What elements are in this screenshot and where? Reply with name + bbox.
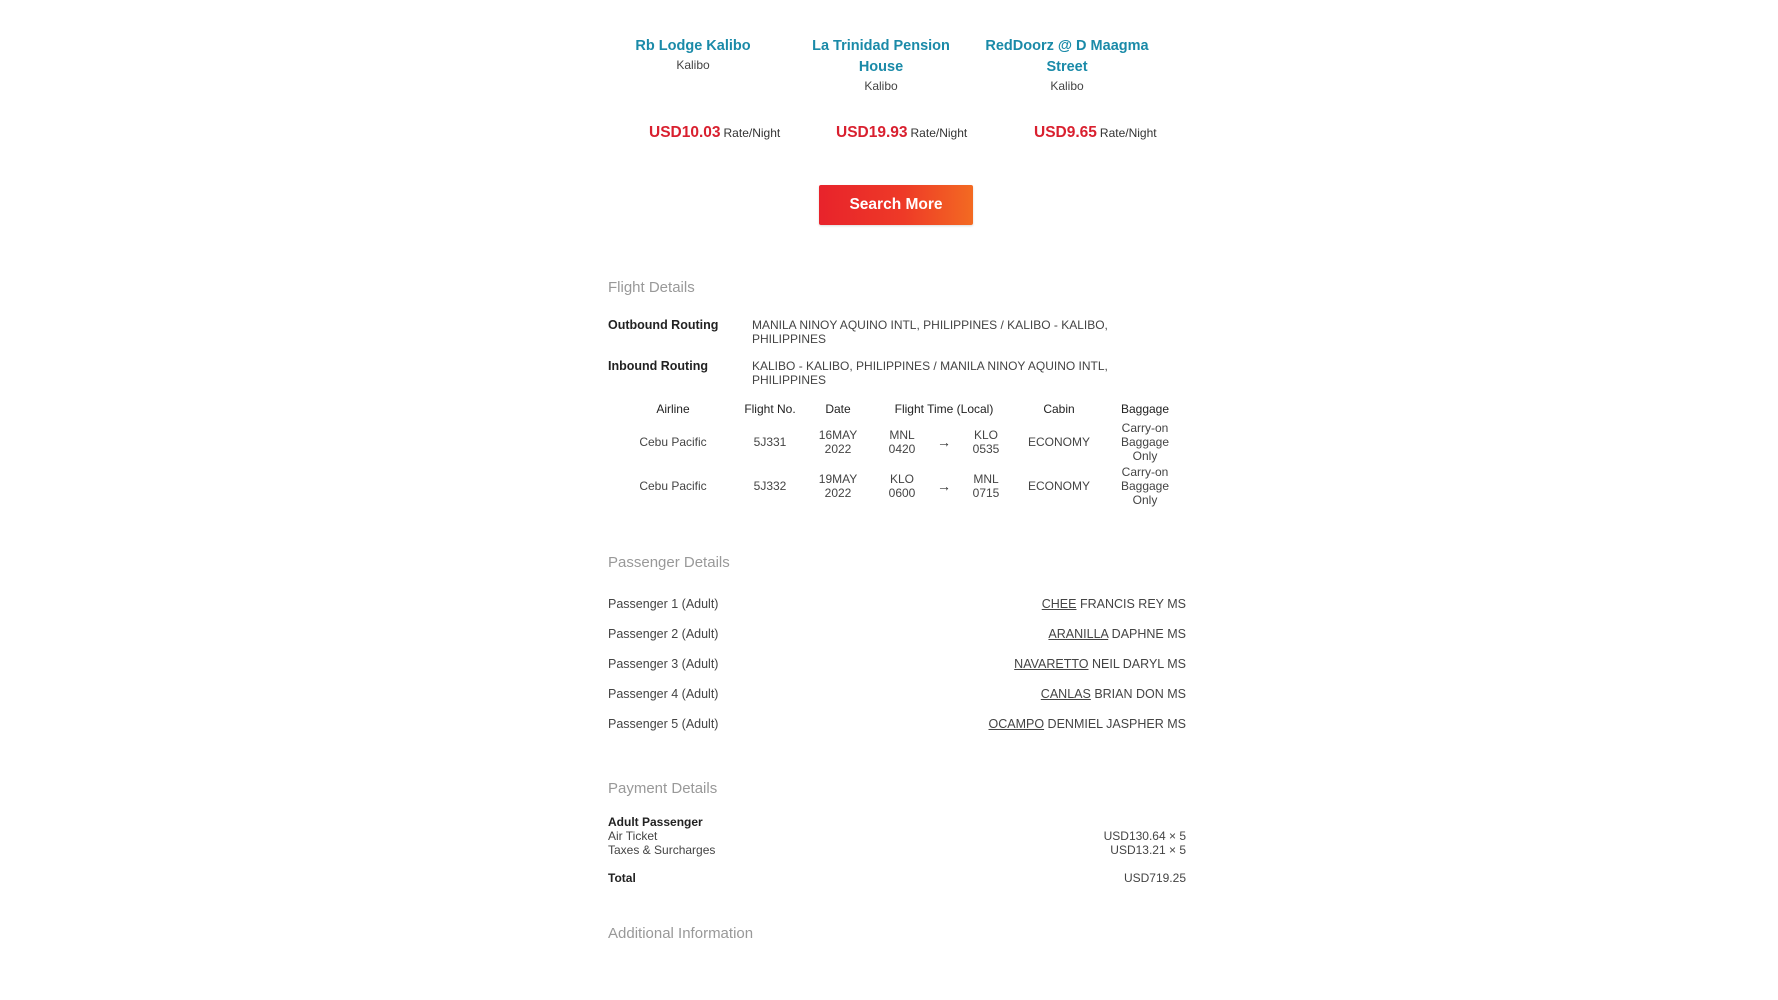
content-column xyxy=(608,0,1186,942)
hotel-name-link[interactable]: Rb Lodge Kalibo xyxy=(635,38,751,54)
passenger-given-name: DAPHNE MS xyxy=(1111,627,1186,641)
passenger-label: Passenger 1 (Adult) xyxy=(608,597,719,611)
hotel-city: Kalibo xyxy=(1050,79,1084,93)
total-value: USD719.25 xyxy=(1123,871,1186,885)
price-amount: USD10.03 xyxy=(649,124,721,141)
flights-table xyxy=(608,398,1186,508)
passenger-name xyxy=(1048,627,1186,641)
total-label: Total xyxy=(608,871,636,885)
air-ticket-label: Air Ticket xyxy=(608,829,658,843)
passenger-given-name: DENMIEL JASPHER MS xyxy=(1047,717,1186,731)
price-amount: USD9.65 xyxy=(1034,124,1097,141)
passenger-given-name: NEIL DARYL MS xyxy=(1091,657,1186,671)
passenger-label: Passenger 4 (Adult) xyxy=(608,687,719,701)
col-baggage: Baggage xyxy=(1120,402,1170,416)
price-amount: USD19.93 xyxy=(836,124,908,141)
col-flight-time: Flight Time (Local) xyxy=(894,402,994,416)
flight-details-title: Flight Details xyxy=(608,279,695,296)
passenger-name xyxy=(989,717,1187,731)
passenger-label: Passenger 2 (Adult) xyxy=(608,627,719,641)
additional-information-title: Additional Information xyxy=(608,925,754,942)
arrow-right-icon: → xyxy=(937,478,951,494)
passenger-surname: CHEE xyxy=(1041,597,1077,611)
flight-airline: Cebu Pacific xyxy=(639,479,707,493)
flight-row xyxy=(608,420,1186,464)
inbound-routing-label: Inbound Routing xyxy=(608,359,708,373)
passenger-label: Passenger 5 (Adult) xyxy=(608,717,719,731)
flights-header-row xyxy=(608,398,1186,420)
passenger-label: Passenger 3 (Adult) xyxy=(608,657,719,671)
flight-date: 16MAY 2022 xyxy=(818,428,858,456)
hotel-name-link[interactable]: RedDoorz @ D Maagma Street xyxy=(985,38,1149,75)
flight-baggage: Carry-on Baggage Only xyxy=(1120,465,1170,507)
price-unit: Rate/Night xyxy=(1099,126,1157,140)
price-unit: Rate/Night xyxy=(723,126,781,140)
col-flight-no: Flight No. xyxy=(744,402,796,416)
hotel-price xyxy=(836,124,967,142)
passenger-name xyxy=(1042,597,1186,611)
hotel-name-link[interactable]: La Trinidad Pension House xyxy=(812,38,950,75)
hotel-card xyxy=(608,36,778,73)
inbound-routing-value: KALIBO - KALIBO, PHILIPPINES / MANILA NINOY AQUINO INTL, PHILIPPINES xyxy=(752,359,1108,387)
flight-airline: Cebu Pacific xyxy=(639,435,707,449)
passenger-given-name: BRIAN DON MS xyxy=(1094,687,1186,701)
flight-departure: MNL 0420 xyxy=(888,428,916,456)
hotel-card xyxy=(796,36,966,94)
flight-cabin: ECONOMY xyxy=(1027,435,1090,449)
adult-passenger-label: Adult Passenger xyxy=(608,815,703,829)
hotel-city: Kalibo xyxy=(676,58,710,72)
hotel-city: Kalibo xyxy=(864,79,898,93)
flight-departure: KLO 0600 xyxy=(888,472,916,500)
taxes-value: USD13.21 × 5 xyxy=(1110,843,1186,857)
hotel-recommendations xyxy=(608,0,1186,150)
passenger-name xyxy=(1041,687,1186,701)
passenger-given-name: FRANCIS REY MS xyxy=(1079,597,1186,611)
hotel-card xyxy=(982,36,1152,94)
flight-arrival: MNL 0715 xyxy=(972,472,1000,500)
hotel-price xyxy=(1034,124,1157,142)
outbound-routing-value: MANILA NINOY AQUINO INTL, PHILIPPINES / KALIBO - KALIBO, PHILIPPINES xyxy=(752,318,1108,346)
flight-number: 5J331 xyxy=(753,435,787,449)
col-cabin: Cabin xyxy=(1043,402,1075,416)
passenger-surname: ARANILLA xyxy=(1048,627,1109,641)
taxes-label: Taxes & Surcharges xyxy=(608,843,716,857)
col-airline: Airline xyxy=(656,402,690,416)
search-more-button[interactable]: Search More xyxy=(819,185,973,225)
col-date: Date xyxy=(825,402,851,416)
flight-row xyxy=(608,464,1186,508)
passenger-details-title: Passenger Details xyxy=(608,554,730,571)
passenger-surname: CANLAS xyxy=(1040,687,1091,701)
price-unit: Rate/Night xyxy=(910,126,968,140)
flight-number: 5J332 xyxy=(753,479,787,493)
hotel-price xyxy=(649,124,780,142)
outbound-routing-label: Outbound Routing xyxy=(608,318,719,332)
passenger-surname: NAVARETTO xyxy=(1014,657,1089,671)
flight-baggage: Carry-on Baggage Only xyxy=(1120,421,1170,463)
arrow-right-icon: → xyxy=(937,434,951,450)
flight-date: 19MAY 2022 xyxy=(818,472,858,500)
flight-arrival: KLO 0535 xyxy=(972,428,1000,456)
air-ticket-value: USD130.64 × 5 xyxy=(1103,829,1186,843)
payment-details-title: Payment Details xyxy=(608,780,718,797)
passenger-surname: OCAMPO xyxy=(988,717,1045,731)
flight-cabin: ECONOMY xyxy=(1027,479,1090,493)
passenger-name xyxy=(1014,657,1186,671)
